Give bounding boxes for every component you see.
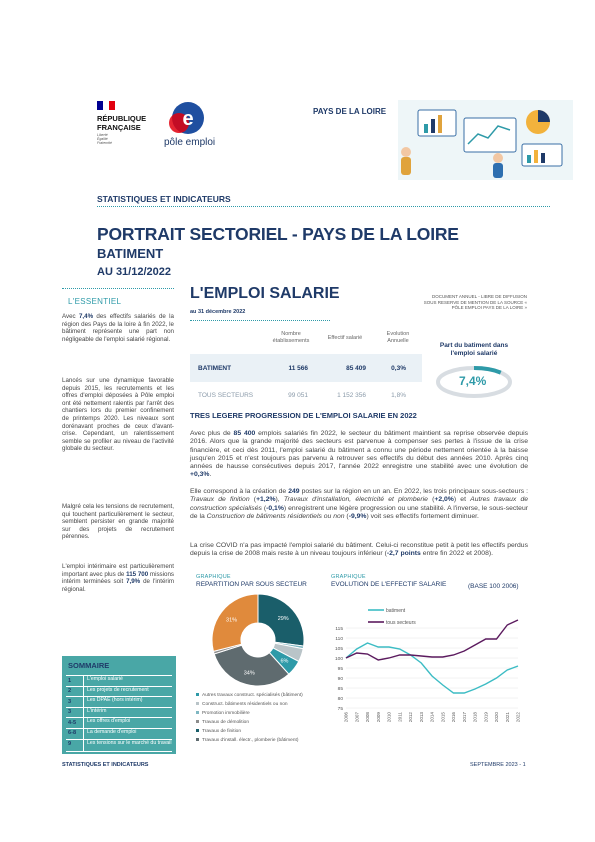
legend-label: Travaux de démolition: [202, 720, 250, 725]
y-tick-label: 115: [335, 626, 343, 632]
legend-label: Construct. bâtiments résidentiels ou non: [202, 702, 288, 707]
sommaire-item[interactable]: 1 L'emploi salarié: [66, 675, 172, 686]
document-note: DOCUMENT ANNUEL - LIBRE DE DIFFUSION SOUS RESERVE DE MENTION DE LA SOURCE « PÔLE EMPLOI PAYS DE LA LOIRE »: [423, 294, 527, 311]
y-tick-label: 100: [334, 656, 343, 662]
graph2-title: EVOLUTION DE L'EFFECTIF SALARIE: [331, 581, 447, 588]
divider: [97, 206, 550, 207]
x-tick-label: 2006: [343, 712, 349, 723]
x-tick-label: 2015: [440, 712, 446, 723]
legend-label: Travaux de finition: [202, 729, 242, 734]
french-flag-icon: [97, 101, 115, 110]
sommaire-item[interactable]: 6-8 La demande d'emploi: [66, 728, 172, 739]
y-tick-label: 75: [337, 706, 343, 712]
x-tick-label: 2018: [472, 712, 478, 723]
section-paragraph-2: Elle correspond à la création de 249 postes sur la région en un an. En 2022, les trois principaux sous-secteurs : Travaux de finition (+1,2%), Travaux d'installation, électricité et plomberie (+2,0%) et Autres travaux de construction spécialisés (-0,1%) enregistrent une légère progression ou une stabilité. A l'inverse, le sous-secteur de la Construction de bâtiments résidentiels ou non (-9,9%) voit ses effectifs fortement diminuer.: [190, 488, 529, 520]
essentiel-paragraph-2: Lancés sur une dynamique favorable depuis 2015, les recrutements et les offres d'emploi déposées à Pôle emploi ont été nettement ralentis par l'arrêt des chantiers lors du premier confinement de printemps 2020. Les niveaux sont dorénavant proches de ceux d'avant-crise. Cependant, un ralentissement semble se profiler au niveau de l'activité globale du secteur.: [62, 377, 174, 453]
table-cell: 1,8%: [391, 392, 406, 399]
table-row-label: BATIMENT: [198, 365, 232, 372]
x-tick-label: 2007: [354, 712, 360, 723]
pie-slice-label: 29%: [277, 615, 289, 622]
section-paragraph-3: La crise COVID n'a pas impacté l'emploi salarié du bâtiment. Celui-ci reconstitue petit à petit les effectifs perdus depuis la crise de 2008 mais reste à un niveau toujours inférieur (-2,7 points entre fin 2022 et 2008).: [190, 542, 528, 558]
series-line: [346, 620, 518, 660]
pie-legend-item: [196, 693, 326, 699]
legend-swatch: [196, 711, 199, 714]
y-tick-label: 80: [337, 696, 343, 702]
essentiel-paragraph-1: Avec 7,4% des effectifs salariés de la région des Pays de la loire à fin 2022, le bâtiment représente une part non négligeable de l'emploi salarié régional.: [62, 313, 174, 343]
pie-legend-item: [196, 711, 326, 717]
x-tick-label: 2008: [365, 712, 370, 723]
republique-francaise-logo: RÉPUBLIQUE FRANÇAISE: [97, 114, 147, 132]
pie-slice-label: 34%: [243, 670, 255, 677]
legend-label: tous secteurs: [386, 619, 416, 626]
svg-text:e: e: [182, 108, 194, 130]
col-header-evolution: Evolution Annuelle: [386, 331, 410, 344]
pie-legend-item: [196, 738, 326, 744]
legend-swatch: [196, 729, 199, 732]
emploi-salarie-date: au 31 décembre 2022: [190, 309, 246, 315]
footer-left: STATISTIQUES ET INDICATEURS: [62, 762, 149, 768]
page-title: PORTRAIT SECTORIEL - PAYS DE LA LOIRE: [97, 224, 459, 244]
x-tick-label: 2017: [461, 712, 467, 723]
x-tick-label: 2014: [429, 712, 435, 723]
table-cell: 11 566: [288, 365, 308, 372]
sommaire-item[interactable]: 3 Les DPAE (hors intérim): [66, 696, 172, 707]
sommaire-item[interactable]: 2 Les projets de recrutement: [66, 686, 172, 697]
x-tick-label: 2009: [375, 712, 381, 723]
legend-label: Autres travaux construct. spécialisés (bâtiment): [202, 693, 303, 698]
graph2-base: (BASE 100 2006): [468, 583, 519, 590]
graph2-label: GRAPHIQUE: [331, 574, 366, 580]
legend-swatch: [196, 720, 199, 723]
sommaire-item[interactable]: 4-5 Les offres d'emploi: [66, 717, 172, 728]
sommaire-title: SOMMAIRE: [68, 661, 110, 670]
table-row-label: TOUS SECTEURS: [198, 392, 254, 399]
x-tick-label: 2011: [397, 712, 403, 722]
x-tick-label: 2019: [483, 712, 489, 723]
y-tick-label: 110: [335, 636, 343, 642]
graph1-label: GRAPHIQUE: [196, 574, 231, 580]
divider: [62, 288, 174, 289]
legend-swatch: [196, 693, 199, 696]
section-paragraph-1: Avec plus de 85 400 emplois salariés fin 2022, le secteur du bâtiment maintient sa reprise observée depuis 2016. Alors que la grande majorité des secteurs est parvenue à compenser ses pertes à l'issue de la crise financière, et ceci dès 2011, l'emploi salarié du bâtiment a connu une période nettement orientée à la baisse jusqu'en 2015 et n'est toujours pas parvenu à retrouver ses effectifs du début des années 2010. Après cinq années de hausse consécutives depuis 2017, l'année 2022 enregistre une stabilité avec une évolution de +0,3%.: [190, 430, 528, 479]
y-tick-label: 90: [337, 676, 343, 682]
page-date: AU 31/12/2022: [97, 266, 171, 278]
table-cell: 99 051: [288, 392, 308, 399]
y-tick-label: 85: [337, 686, 343, 692]
pole-emploi-wordmark: pôle emploi: [164, 137, 216, 148]
pie-legend-item: [196, 729, 326, 735]
x-tick-label: 2012: [408, 712, 413, 723]
legend-swatch: [196, 738, 199, 741]
divider: [190, 320, 330, 321]
republic-motto: Liberté Égalité Fraternité: [97, 133, 112, 146]
pie-slice-label: 6%: [280, 658, 289, 665]
y-tick-label: 95: [337, 666, 343, 672]
emploi-salarie-title: L'EMPLOI SALARIE: [190, 285, 340, 302]
pie-legend: [196, 693, 326, 747]
x-tick-label: 2010: [386, 712, 392, 723]
x-tick-label: 2022: [515, 712, 521, 723]
essentiel-heading: L'ESSENTIEL: [68, 297, 122, 306]
pie-legend-item: [196, 702, 326, 708]
section-title: TRES LEGERE PROGRESSION DE L'EMPLOI SALARIE EN 2022: [190, 411, 417, 420]
essentiel-paragraph-4: L'emploi intérimaire est particulièrement important avec plus de 115 700 missions intérim terminées soit 7,9% de l'intérim régional.: [62, 563, 174, 593]
footer-page: SEPTEMBRE 2023 - 1: [470, 762, 526, 768]
table-cell: 0,3%: [391, 365, 406, 372]
line-chart: [322, 596, 522, 730]
stats-header: STATISTIQUES ET INDICATEURS: [97, 194, 231, 204]
analytics-illustration-icon: [398, 100, 573, 180]
y-tick-label: 105: [334, 646, 343, 652]
legend-label: Promotion immobilière: [202, 711, 250, 716]
legend-label: batiment: [386, 607, 406, 614]
sommaire-item[interactable]: 9 Les tensions sur le marché du travail: [66, 739, 172, 752]
region-title: PAYS DE LA LOIRE: [313, 107, 387, 116]
sommaire-item[interactable]: 3 L'intérim: [66, 707, 172, 718]
table-cell: 1 152 356: [337, 392, 366, 399]
essentiel-paragraph-3: Malgré cela les tensions de recrutement, qui touchent particulièrement le secteur, semblent persister en grande majorité sur des projets de recrutement pérennes.: [62, 503, 174, 541]
part-batiment-value: 7,4%: [459, 374, 487, 388]
table-cell: 85 409: [346, 365, 366, 372]
pie-chart: [196, 592, 320, 688]
pie-legend-item: [196, 720, 326, 726]
x-tick-label: 2020: [494, 712, 499, 723]
legend-label: Travaux d'install. électr., plomberie (bâtiment): [202, 738, 299, 743]
part-batiment-title: Part du batiment dans l'emploi salarié: [439, 342, 509, 357]
x-tick-label: 2016: [451, 712, 456, 723]
x-tick-label: 2013: [418, 712, 424, 723]
sommaire-table: [66, 675, 172, 752]
legend-swatch: [196, 702, 199, 705]
graph1-title: REPARTITION PAR SOUS SECTEUR: [196, 581, 307, 588]
page-subtitle: BATIMENT: [97, 246, 164, 261]
pie-slice-label: 31%: [226, 617, 238, 624]
col-header-etablissements: Nombre établissements: [272, 331, 310, 344]
x-tick-label: 2021: [504, 712, 510, 723]
col-header-effectif: Effectif salarié: [327, 335, 363, 341]
